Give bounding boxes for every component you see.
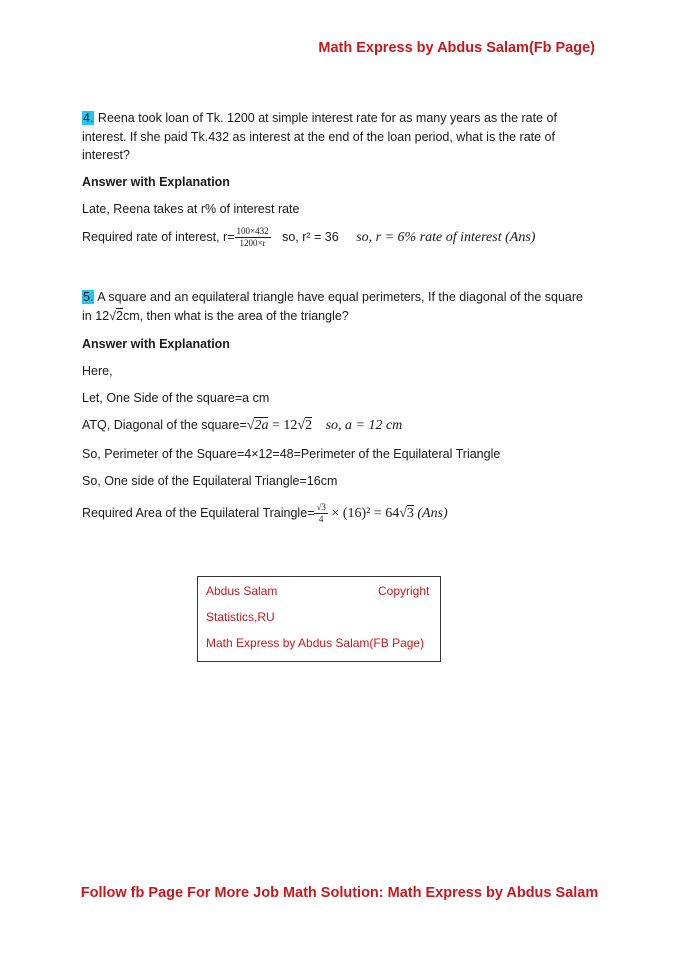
- q4-question-line2: interest. If she paid Tk.432 as interest at the end of the loan period, what is the rate of: [82, 130, 555, 144]
- q5-atq-line: ATQ, Diagonal of the square=√2a = 12√2 so, a = 12 cm: [82, 418, 403, 433]
- q5-let: Let, One Side of the square=a cm: [82, 391, 270, 405]
- q5-area-prefix: Required Area of the Equilateral Traingle=: [82, 505, 315, 520]
- q5-area-mid: × (16)² = 64: [331, 505, 400, 521]
- q5-number: 5.: [83, 290, 94, 304]
- q5-atq-rad1: 2a: [254, 418, 269, 433]
- q4-question-text1: Reena took loan of Tk. 1200 at simple interest rate for as many years as the rate of: [97, 111, 557, 125]
- q5-area-ans: (Ans): [417, 505, 448, 521]
- copyright-label: Copyright: [378, 584, 430, 598]
- q4-answer-heading: Answer with Explanation: [82, 175, 230, 189]
- q5-atq-mid: = 12: [271, 418, 298, 433]
- copyright-box: [197, 576, 441, 662]
- q5-question-line1: [82, 290, 583, 304]
- q5-area-rad: 3: [406, 505, 414, 521]
- q5-atq-so: so, a = 12 cm: [325, 418, 403, 433]
- q5-area-frac-den: 4: [318, 514, 324, 524]
- q5-perimeter: So, Perimeter of the Square=4×12=48=Perimeter of the Equilateral Triangle: [82, 447, 501, 461]
- q5-question-line2: in 12√2cm, then what is the area of the triangle?: [82, 309, 349, 323]
- q5-area-line: Required Area of the Equilateral Traingle= $\frac{√3}{4}$ × (16)² = 64√3 (Ans): [82, 502, 448, 524]
- q4-explanation-line2: [82, 226, 535, 249]
- q5-side: So, One side of the Equilateral Triangle=16cm: [82, 474, 338, 488]
- q5-here: Here,: [82, 364, 113, 378]
- q5-area-frac-num: √3: [316, 502, 326, 512]
- q4-question-line1: [82, 111, 557, 125]
- q5-answer-heading: Answer with Explanation: [82, 337, 230, 351]
- q5-q2-post: cm, then what is the area of the triangle?: [122, 309, 349, 323]
- q4-line2-so1: so, r² = 36: [282, 229, 339, 244]
- q5-area-fraction: [314, 502, 327, 525]
- q4-line2-prefix: Required rate of interest, r=: [82, 229, 235, 244]
- q4-question-line3: interest?: [82, 148, 130, 162]
- q5-q2-rad: 2: [115, 309, 123, 323]
- q5-atq-prefix: ATQ, Diagonal of the square=: [82, 418, 247, 432]
- q5-atq-rad2: 2: [305, 418, 313, 433]
- copyright-author: Abdus Salam: [206, 584, 278, 598]
- q5-question-text1: A square and an equilateral triangle have equal perimeters, If the diagonal of the square: [97, 290, 583, 304]
- q4-explanation-line1: Late, Reena takes at r% of interest rate: [82, 202, 300, 216]
- q4-line2-so2: so, r = 6% rate of interest (Ans): [356, 229, 536, 245]
- q5-q2-pre: in 12: [82, 309, 110, 323]
- q4-number: 4.: [83, 111, 94, 125]
- page-header-title: Math Express by Abdus Salam(Fb Page): [318, 40, 595, 56]
- q4-fraction-denominator: 1200×r: [239, 238, 266, 248]
- q4-fraction: [235, 226, 271, 249]
- page-footer: Follow fb Page For More Job Math Solution: Math Express by Abdus Salam: [80, 885, 599, 901]
- copyright-dept: Statistics,RU: [206, 610, 275, 624]
- copyright-page: Math Express by Abdus Salam(FB Page): [206, 636, 425, 650]
- q4-fraction-numerator: 100×432: [236, 226, 269, 236]
